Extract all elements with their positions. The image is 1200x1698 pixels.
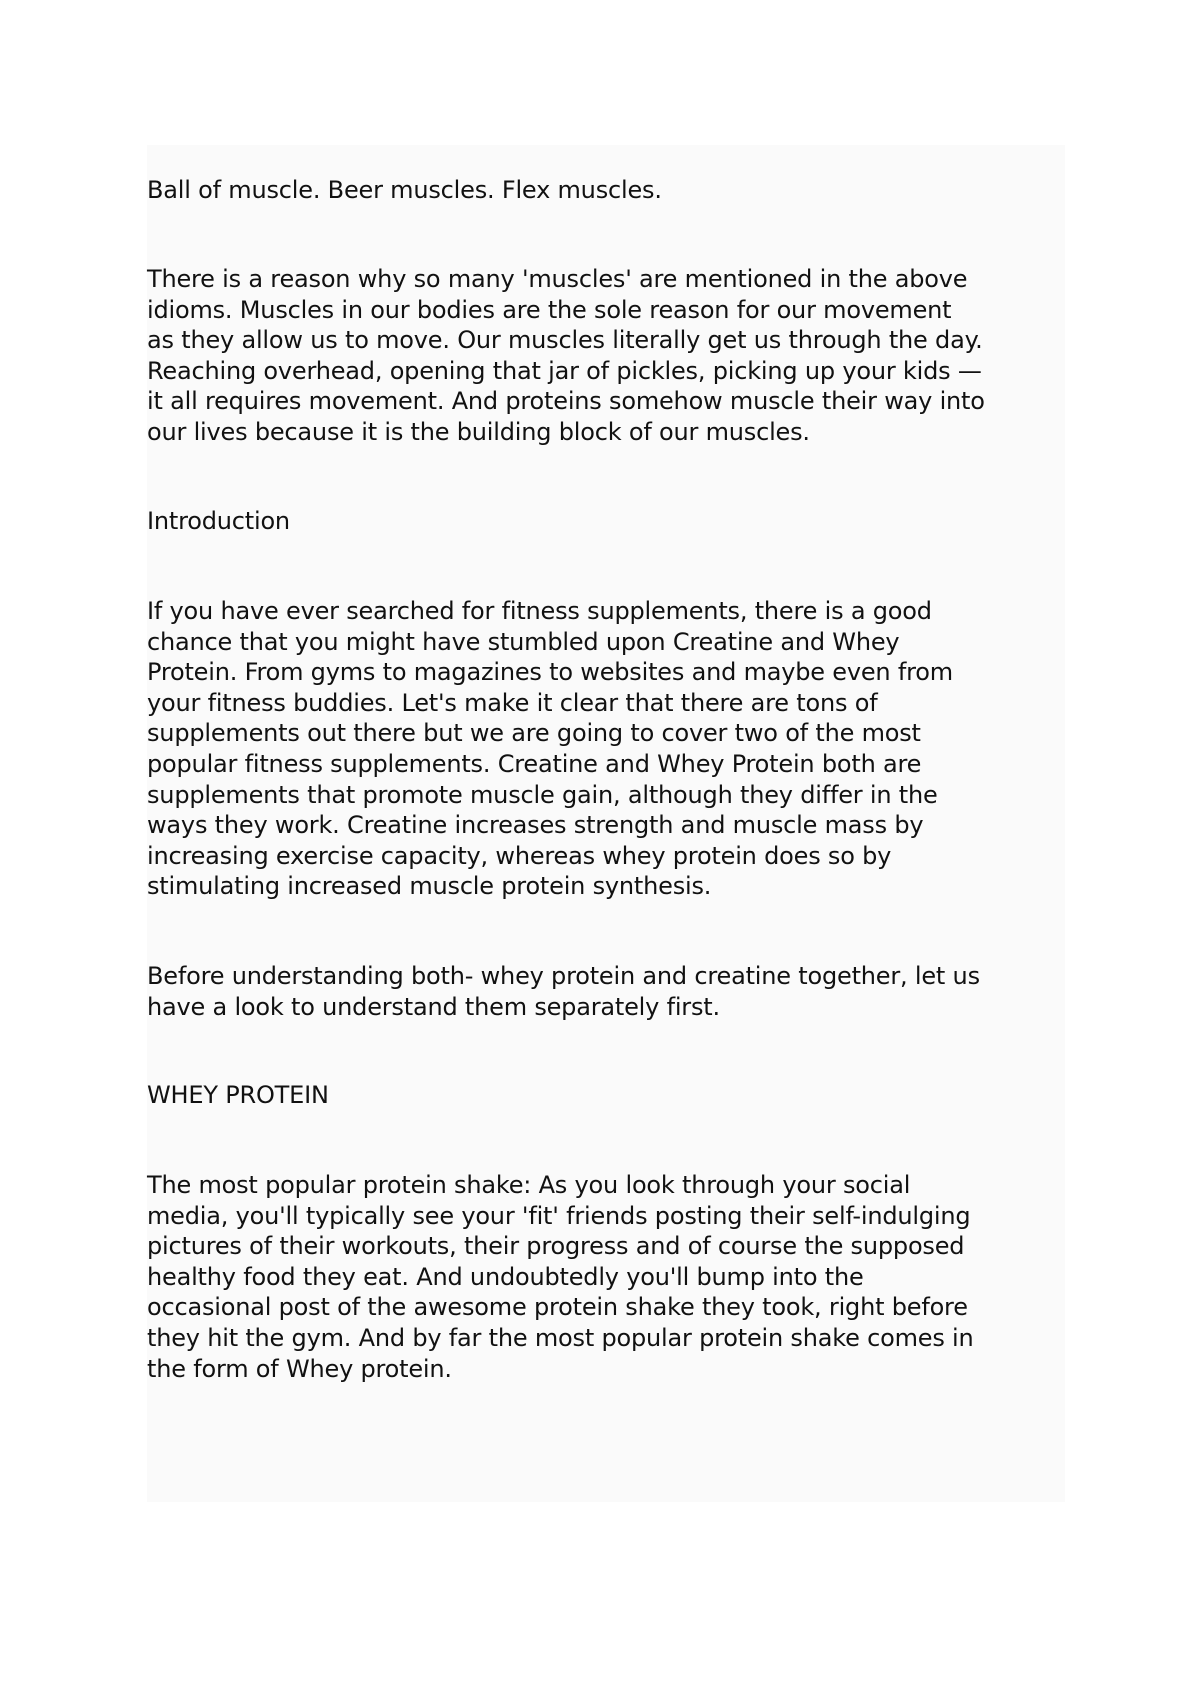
intro-idioms-line: Ball of muscle. Beer muscles. Flex muscles. <box>147 176 662 204</box>
paragraph-before-understanding: Before understanding both- whey protein and creatine together, let us have a look to understand them separately first. <box>147 962 980 1021</box>
document-body <box>147 145 1065 1502</box>
heading-whey-protein: WHEY PROTEIN <box>147 1081 329 1109</box>
heading-introduction: Introduction <box>147 507 290 535</box>
paragraph-muscles-reason: There is a reason why so many 'muscles' are mentioned in the above idioms. Muscles in our bodies are the sole reason for our movement as they allow us to move. Our muscles literally get us through the day. Reaching overhead, opening that jar of pickles, picking up your kids — it all requires movement. And proteins somehow muscle their way into our lives because it is the building block of our muscles. <box>147 265 985 446</box>
paragraph-whey-protein: The most popular protein shake: As you look through your social media, you'll typically see your 'fit' friends posting their self-indulging pictures of their workouts, their progress and of course the supposed healthy food they eat. And undoubtedly you'll bump into the occasional post of the awesome protein shake they took, right before they hit the gym. And by far the most popular protein shake comes in the form of Whey protein. <box>147 1171 974 1383</box>
paragraph-introduction: If you have ever searched for fitness supplements, there is a good chance that you might have stumbled upon Creatine and Whey Protein. From gyms to magazines to websites and maybe even from your fitness buddies. Let's make it clear that there are tons of supplements out there but we are going to cover two of the most popular fitness supplements. Creatine and Whey Protein both are supplements that promote muscle gain, although they differ in the ways they work. Creatine increases strength and muscle mass by increasing exercise capacity, whereas whey protein does so by stimulating increased muscle protein synthesis. <box>147 597 953 901</box>
